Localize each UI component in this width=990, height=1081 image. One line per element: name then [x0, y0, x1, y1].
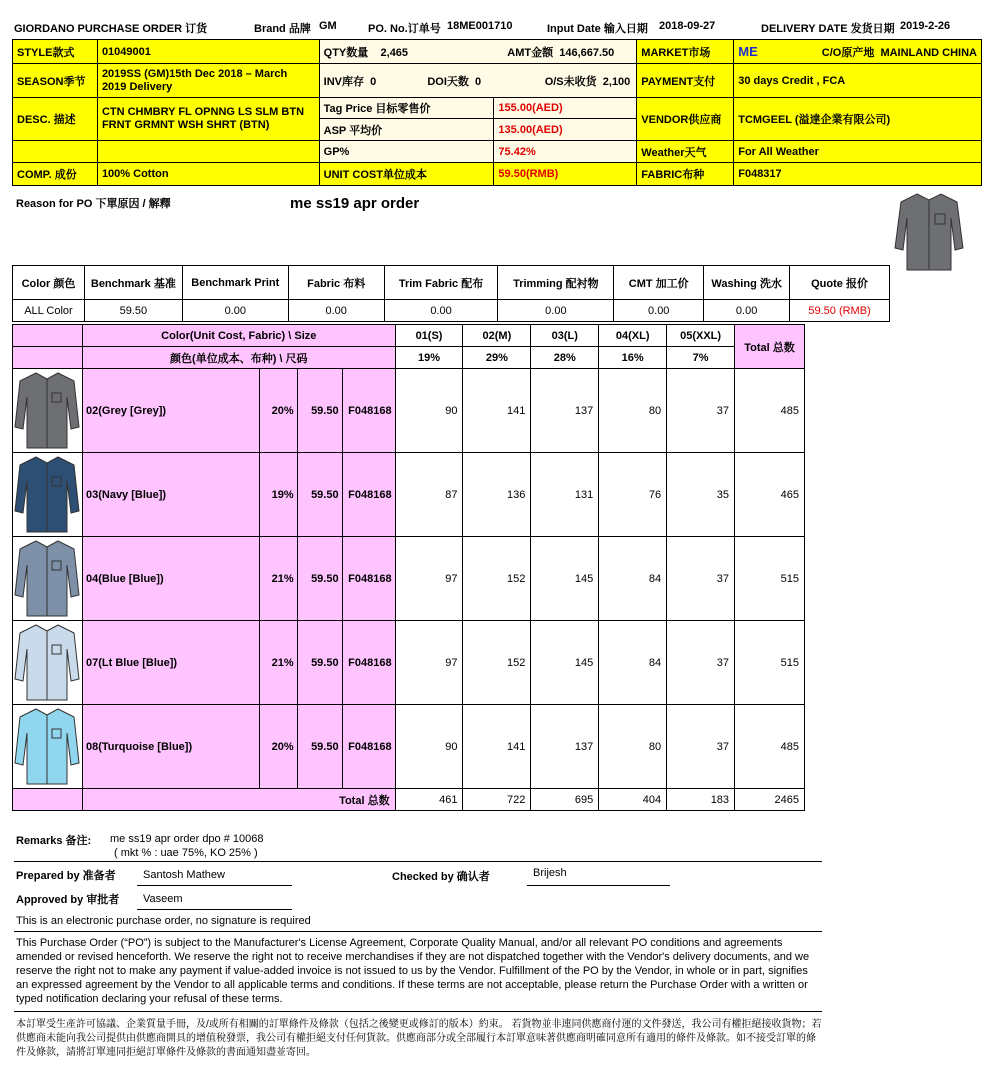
cost-header-cell: CMT 加工价 [614, 266, 704, 300]
color-unit-cost: 59.50 [297, 369, 342, 453]
delivery-date: 2019-2-26 [900, 20, 951, 32]
size-header-row [13, 325, 805, 347]
color-fabric: F048168 [342, 537, 395, 621]
checked-label: Checked by 确认者 [392, 871, 490, 883]
size-qty-cell: 80 [599, 369, 667, 453]
size-pct: 29% [463, 347, 531, 369]
color-image-cell [13, 537, 83, 621]
header-image-cell [13, 347, 83, 369]
color-image-cell [13, 453, 83, 537]
size-pct: 16% [599, 347, 667, 369]
payment-label: PAYMENT支付 [637, 64, 734, 98]
brand-label: Brand 品牌 [254, 23, 311, 35]
size-qty-cell: 145 [531, 621, 599, 705]
cost-header-cell: Trimming 配衬物 [498, 266, 614, 300]
style-value: 01049001 [97, 40, 319, 64]
size-total: 404 [599, 789, 667, 811]
row-total: 515 [735, 537, 805, 621]
color-fabric: F048168 [342, 453, 395, 537]
size-pct: 19% [395, 347, 463, 369]
market-label: MARKET市场 [637, 40, 734, 64]
vendor-value: TCMGEEL (溢達企業有限公司) [734, 98, 982, 141]
origin-value: MAINLAND CHINA [880, 46, 977, 59]
size-breakdown-table [12, 324, 805, 811]
shirt-swatch-icon [14, 537, 80, 617]
totals-row [13, 789, 805, 811]
color-row [13, 621, 805, 705]
vendor-label: VENDOR供应商 [637, 98, 734, 141]
size-qty-cell: 145 [531, 537, 599, 621]
input-date: 2018-09-27 [659, 20, 716, 32]
os-label: O/S未收货 [544, 75, 597, 88]
doi-value: 0 [475, 75, 482, 88]
divider [14, 1011, 822, 1012]
size-header: 04(XL) [599, 325, 667, 347]
asp-value: 135.00(AED) [494, 119, 637, 141]
qty-amt-cell [319, 40, 637, 64]
cost-header-cell: Trim Fabric 配布 [384, 266, 498, 300]
po-label: PO. No.订单号 [368, 23, 441, 35]
po-info-table [12, 39, 982, 186]
color-fabric: F048168 [342, 621, 395, 705]
approved-label: Approved by 审批者 [16, 894, 120, 906]
size-qty-cell: 137 [531, 705, 599, 789]
prepared-value: Santosh Mathew [143, 869, 225, 881]
prepared-label: Prepared by 准备者 [16, 870, 116, 882]
remarks-label: Remarks 备注: [16, 835, 92, 847]
color-pct: 20% [259, 705, 297, 789]
size-qty-cell: 136 [463, 453, 531, 537]
fabric-value: F048317 [734, 163, 982, 186]
shirt-swatch-icon [14, 369, 80, 449]
size-total: 183 [667, 789, 735, 811]
totals-label: Total 总数 [82, 789, 395, 811]
color-row [13, 537, 805, 621]
asp-label: ASP 平均价 [319, 119, 494, 141]
size-total: 461 [395, 789, 463, 811]
color-name: 08(Turquoise [Blue]) [82, 705, 259, 789]
row-total: 515 [735, 621, 805, 705]
color-row [13, 705, 805, 789]
size-total: 695 [531, 789, 599, 811]
color-unit-cost: 59.50 [297, 621, 342, 705]
size-qty-cell: 141 [463, 369, 531, 453]
comp-label: COMP. 成份 [13, 163, 98, 186]
size-qty-cell: 37 [667, 705, 735, 789]
unit-cost-value: 59.50(RMB) [494, 163, 637, 186]
size-header: 02(M) [463, 325, 531, 347]
season-value: 2019SS (GM)15th Dec 2018 – March 2019 Delivery [97, 64, 319, 98]
cost-header-cell: Fabric 布料 [288, 266, 384, 300]
tag-price-label: Tag Price 目标零售价 [319, 98, 494, 119]
color-fabric: F048168 [342, 369, 395, 453]
total-header: Total 总数 [735, 325, 805, 369]
size-qty-cell: 37 [667, 621, 735, 705]
gp-value: 75.42% [494, 141, 637, 163]
shirt-swatch-icon [14, 621, 80, 701]
market-origin-cell [734, 40, 982, 64]
shirt-swatch-icon [14, 705, 80, 785]
market-value: ME [738, 43, 758, 59]
tag-price-value: 155.00(AED) [494, 98, 637, 119]
size-qty-cell: 90 [395, 369, 463, 453]
color-pct: 19% [259, 453, 297, 537]
size-qty-cell: 97 [395, 621, 463, 705]
reason-label: Reason for PO 下單原因 / 解釋 [16, 198, 171, 210]
unit-cost-label: UNIT COST单位成本 [319, 163, 494, 186]
cost-value-cell: 0.00 [182, 300, 288, 322]
row-total: 485 [735, 369, 805, 453]
size-qty-cell: 84 [599, 621, 667, 705]
weather-value: For All Weather [734, 141, 982, 163]
desc-value: CTN CHMBRY FL OPNNG LS SLM BTN FRNT GRMNT WSH SHRT (BTN) [97, 98, 319, 141]
cost-header-cell: Color 颜色 [13, 266, 85, 300]
color-image-cell [13, 369, 83, 453]
color-unit-cost: 59.50 [297, 453, 342, 537]
cost-header-cell: Quote 报价 [790, 266, 890, 300]
size-qty-cell: 87 [395, 453, 463, 537]
row-total: 465 [735, 453, 805, 537]
qty-label: QTY数量 [323, 46, 369, 59]
color-unit-cost: 59.50 [297, 705, 342, 789]
season-label: SEASON季节 [13, 64, 98, 98]
amt-value: 146,667.50 [559, 46, 615, 59]
color-unit-cost: 59.50 [297, 537, 342, 621]
inv-label: INV库存 [323, 75, 364, 88]
cost-value-cell: 0.00 [288, 300, 384, 322]
color-fabric: F048168 [342, 705, 395, 789]
color-name: 03(Navy [Blue]) [82, 453, 259, 537]
size-title-en: Color(Unit Cost, Fabric) \ Size [82, 325, 395, 347]
cost-value-cell: 0.00 [498, 300, 614, 322]
reason-value: me ss19 apr order [290, 195, 420, 212]
size-qty-cell: 97 [395, 537, 463, 621]
po-number: 18ME001710 [447, 20, 513, 32]
doi-label: DOI天数 [427, 75, 469, 88]
inv-doi-os-cell [319, 64, 637, 98]
inv-value: 0 [370, 75, 377, 88]
terms-chinese: 本訂單受生產許可協議、企業質量手冊，及/或所有相關的訂單條件及條款（包括之後變更或修訂的版本）約束。 若貨物並非連同供應商付運的文件發送，我公司有權拒絕接收貨物；若供應商未能向我公司提供由供應商開具的增值稅發票，我公司有權拒絕支付任何貨款。供應商部分或全部履行本訂單意味著供應商明確同意所有適用的條件及條款。如不接受訂單的條件及條款，請將訂單連同拒絕訂單條件及條款的書面通知盡並寄回。 [16, 1019, 822, 1058]
cost-value-cell: 59.50 [84, 300, 182, 322]
terms-english: This Purchase Order (“PO”) is subject to the Manufacturer's License Agreement, Corporate Quality Manual, and/or all relevant PO conditions and agreements amended or revised henceforth. We reserve the right not to receive merchandises if they are not dispatched together with the Vendor's delivery documents, and we reserve the right not to make any payment if value-added invoice is not issued to us by the Vendor. Fulfillment of the PO by the Vendor, in whole or in part, signifies an expressed agreement by the Vendor to all applicable terms and conditions. If these terms are not acceptable, please return the Purchase Order with a written or typed notification declaring your refusal of these terms. [16, 937, 810, 1005]
weather-label: Weather天气 [637, 141, 734, 163]
row-total: 485 [735, 705, 805, 789]
company-po-title: GIORDANO PURCHASE ORDER 订货 [14, 23, 208, 35]
fabric-label: FABRIC布种 [637, 163, 734, 186]
signature-line [527, 885, 670, 886]
color-name: 07(Lt Blue [Blue]) [82, 621, 259, 705]
size-total: 722 [463, 789, 531, 811]
size-qty-cell: 131 [531, 453, 599, 537]
size-pct-row [13, 347, 805, 369]
gp-label: GP% [319, 141, 494, 163]
payment-value: 30 days Credit , FCA [734, 64, 982, 98]
remarks-line-1: me ss19 apr order dpo # 10068 [110, 833, 264, 845]
qty-value: 2,465 [380, 46, 409, 59]
size-qty-cell: 137 [531, 369, 599, 453]
product-shirt-image [893, 188, 965, 272]
approved-value: Vaseem [143, 893, 183, 905]
color-pct: 21% [259, 621, 297, 705]
electronic-po-note: This is an electronic purchase order, no signature is required [16, 915, 311, 927]
remarks-text [110, 832, 264, 860]
color-image-cell [13, 621, 83, 705]
amt-label: AMT金额 [507, 46, 554, 59]
color-pct: 21% [259, 537, 297, 621]
cost-value-cell: 0.00 [384, 300, 498, 322]
cost-header-cell: Benchmark 基准 [84, 266, 182, 300]
divider [14, 931, 822, 932]
shirt-swatch-icon [14, 453, 80, 533]
color-name: 04(Blue [Blue]) [82, 537, 259, 621]
cost-value-cell: 0.00 [614, 300, 704, 322]
checked-value: Brijesh [533, 867, 567, 879]
cost-value-row [13, 300, 890, 322]
quote-value-cell: 59.50 (RMB) [790, 300, 890, 322]
os-value: 2,100 [602, 75, 631, 88]
size-pct: 7% [667, 347, 735, 369]
size-qty-cell: 35 [667, 453, 735, 537]
size-header: 03(L) [531, 325, 599, 347]
size-qty-cell: 37 [667, 537, 735, 621]
empty-value-cell [97, 141, 319, 163]
size-qty-cell: 76 [599, 453, 667, 537]
color-pct: 20% [259, 369, 297, 453]
divider [14, 861, 822, 862]
style-label: STYLE款式 [13, 40, 98, 64]
cost-value-cell: 0.00 [704, 300, 790, 322]
color-row [13, 369, 805, 453]
brand-value: GM [319, 20, 337, 32]
grand-total: 2465 [735, 789, 805, 811]
size-pct: 28% [531, 347, 599, 369]
origin-label: C/O原产地 [821, 46, 875, 59]
cost-header-row [13, 266, 890, 300]
delivery-date-label: DELIVERY DATE 发货日期 [761, 23, 895, 35]
cost-breakdown-table [12, 265, 890, 322]
size-qty-cell: 152 [463, 621, 531, 705]
size-qty-cell: 80 [599, 705, 667, 789]
signature-line [137, 885, 292, 886]
remarks-line-2: ( mkt % : uae 75%, KO 25% ) [114, 847, 258, 859]
cost-header-cell: Washing 洗水 [704, 266, 790, 300]
empty-label-cell [13, 141, 98, 163]
signature-line [137, 909, 292, 910]
po-header [14, 20, 980, 36]
cost-header-cell: Benchmark Print [182, 266, 288, 300]
size-qty-cell: 152 [463, 537, 531, 621]
size-qty-cell: 90 [395, 705, 463, 789]
input-date-label: Input Date 输入日期 [547, 23, 648, 35]
size-title-cn: 颜色(单位成本、布种) \ 尺码 [82, 347, 395, 369]
color-row [13, 453, 805, 537]
cost-value-cell: ALL Color [13, 300, 85, 322]
header-image-cell [13, 325, 83, 347]
size-qty-cell: 84 [599, 537, 667, 621]
size-qty-cell: 37 [667, 369, 735, 453]
size-qty-cell: 141 [463, 705, 531, 789]
comp-value: 100% Cotton [97, 163, 319, 186]
size-header: 05(XXL) [667, 325, 735, 347]
size-header: 01(S) [395, 325, 463, 347]
color-image-cell [13, 705, 83, 789]
color-name: 02(Grey [Grey]) [82, 369, 259, 453]
totals-spacer [13, 789, 83, 811]
desc-label: DESC. 描述 [13, 98, 98, 141]
